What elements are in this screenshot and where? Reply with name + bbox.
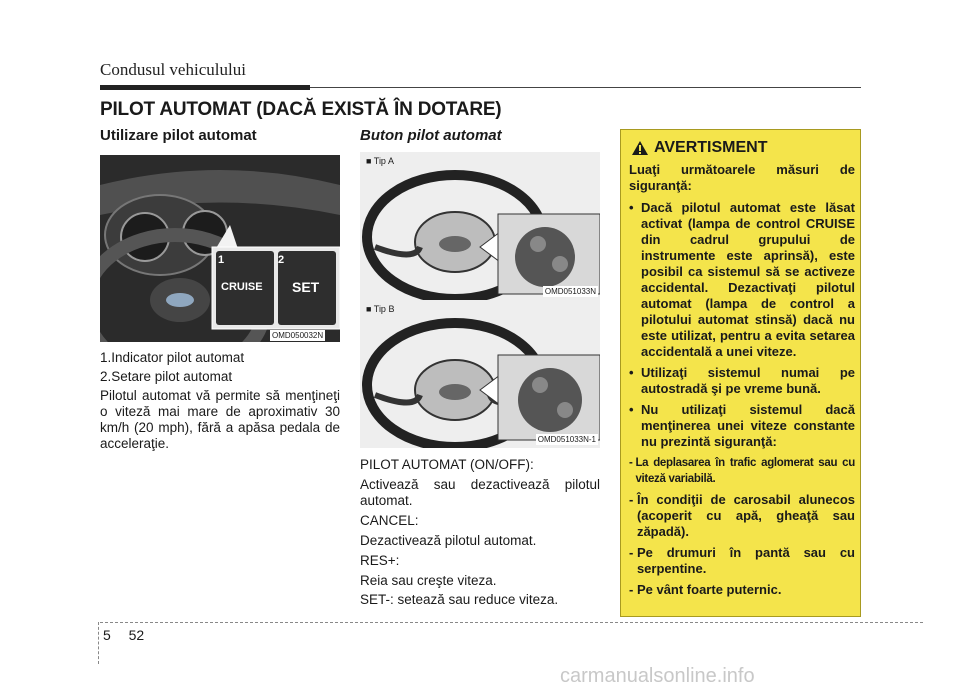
- col1-heading: Utilizare pilot automat: [100, 127, 257, 144]
- footer-divider: [98, 622, 99, 664]
- warning-title: AVERTISMENT: [654, 139, 768, 156]
- steering-wheel-a-illustration: [360, 152, 600, 300]
- steering-wheel-b-illustration: [360, 300, 600, 448]
- warning-sub-text: La deplasarea în trafic aglomerat sau cu viteză variabilă.: [635, 457, 855, 485]
- warning-sub-item: - În condiţii de carosabil alunecos (acoperit cu apă, gheaţă sau zăpadă).: [629, 492, 855, 539]
- desc-cancel: Dezactivează pilotul automat.: [360, 533, 537, 548]
- photo-b-code: OMD051033N-1: [537, 435, 596, 444]
- label-on-off: PILOT AUTOMAT (ON/OFF):: [360, 457, 534, 472]
- page-heading: PILOT AUTOMAT (DACĂ EXISTĂ ÎN DOTARE): [100, 99, 502, 120]
- warning-bullet-text: Nu utilizaţi sistemul dacă menţinerea unei viteze constante nu prezintă siguranţă:: [641, 402, 855, 449]
- header-rule-thick: [100, 85, 310, 90]
- photo-label-set: SET: [292, 279, 320, 295]
- chapter-number: 5: [103, 627, 111, 643]
- warning-sub-item: - Pe vânt foarte puternic.: [629, 582, 855, 598]
- photo-label-1: 1: [218, 254, 225, 266]
- desc-set: SET-: setează sau reduce viteza.: [360, 592, 559, 607]
- dashboard-photo: [100, 155, 340, 342]
- tip-b-label: ■ Tip B: [366, 304, 395, 314]
- dashboard-illustration: [100, 155, 340, 342]
- label-res: RES+:: [360, 553, 400, 568]
- warning-bullet-text: Dacă pilotul automat este lăsat activat (lampa de control CRUISE din cadrul grupului de instrumente este aprinsă), este posibil ca sistemul să se activeze accidental. Dezactivaţi pilotul automat (lampa de control a pilotului automat stinsă) dacă nu este utilizat, pentru a evita setarea accidentală a unei viteze.: [641, 200, 855, 359]
- warning-bullet-text: Utilizaţi sistemul numai pe autostradă şi pe vreme bună.: [641, 365, 855, 396]
- warning-sub-item: - La deplasarea în trafic aglomerat sau cu viteză variabilă.: [629, 457, 855, 485]
- header-rule-thin: [310, 87, 861, 88]
- watermark: carmanualsonline.info: [560, 665, 755, 687]
- warning-sub-item: - Pe drumuri în pantă sau cu serpentine.: [629, 545, 855, 576]
- photo-label-2: 2: [278, 254, 285, 266]
- legend-item-2: 2.Setare pilot automat: [100, 369, 233, 384]
- tip-a-label: ■ Tip A: [366, 156, 394, 166]
- photo-a-code: OMD051033N: [544, 287, 596, 296]
- warning-content: [629, 162, 855, 603]
- warning-triangle-icon: [631, 140, 649, 156]
- desc-on-off: Activează sau dezactivează pilotul automat.: [360, 477, 600, 508]
- steering-wheel-photo-a: [360, 152, 600, 300]
- warning-sub-text: În condiţii de carosabil alunecos (acoperit cu apă, gheaţă sau zăpadă).: [636, 492, 855, 539]
- photo-label-cruise: CRUISE: [221, 281, 263, 293]
- page-number: [103, 627, 144, 643]
- col2-heading: Buton pilot automat: [360, 127, 502, 144]
- desc-res: Reia sau creşte viteza.: [360, 573, 497, 588]
- photo1-caption: OMD050032N: [272, 331, 324, 340]
- warning-bullet: • Nu utilizaţi sistemul dacă menţinerea unei viteze constante nu prezintă siguranţă:: [629, 402, 855, 449]
- page-index: 52: [128, 627, 145, 643]
- warning-bullet: • Utilizaţi sistemul numai pe autostradă şi pe vreme bună.: [629, 365, 855, 396]
- legend-item-1: 1.Indicator pilot automat: [100, 350, 245, 365]
- footer-rule: [100, 622, 923, 623]
- warning-sub-text: Pe drumuri în pantă sau cu serpentine.: [636, 545, 855, 576]
- warning-bullet: • Dacă pilotul automat este lăsat activat (lampa de control CRUISE din cadrul grupului de instrumente este aprinsă), este posibil ca sistemul să se activeze accidental. Dezactivaţi pilotul automat (lampa de control a pilotului automat stinsă) dacă nu este utilizat, pentru a evita setarea accidentală a unei viteze.: [629, 200, 855, 359]
- section-title: Condusul vehiculului: [100, 60, 246, 79]
- warning-sub-text: Pe vânt foarte puternic.: [636, 582, 782, 597]
- steering-wheel-photo-b: [360, 300, 600, 448]
- warning-intro: Luaţi următoarele măsuri de siguranţă:: [629, 162, 855, 193]
- cruise-description: Pilotul automat vă permite să menţineţi o viteză mai mare de aproximativ 30 km/h (20 mph), fără a apăsa pedala de acceleraţie.: [100, 388, 340, 451]
- warning-box: [620, 129, 861, 617]
- label-cancel: CANCEL:: [360, 513, 419, 528]
